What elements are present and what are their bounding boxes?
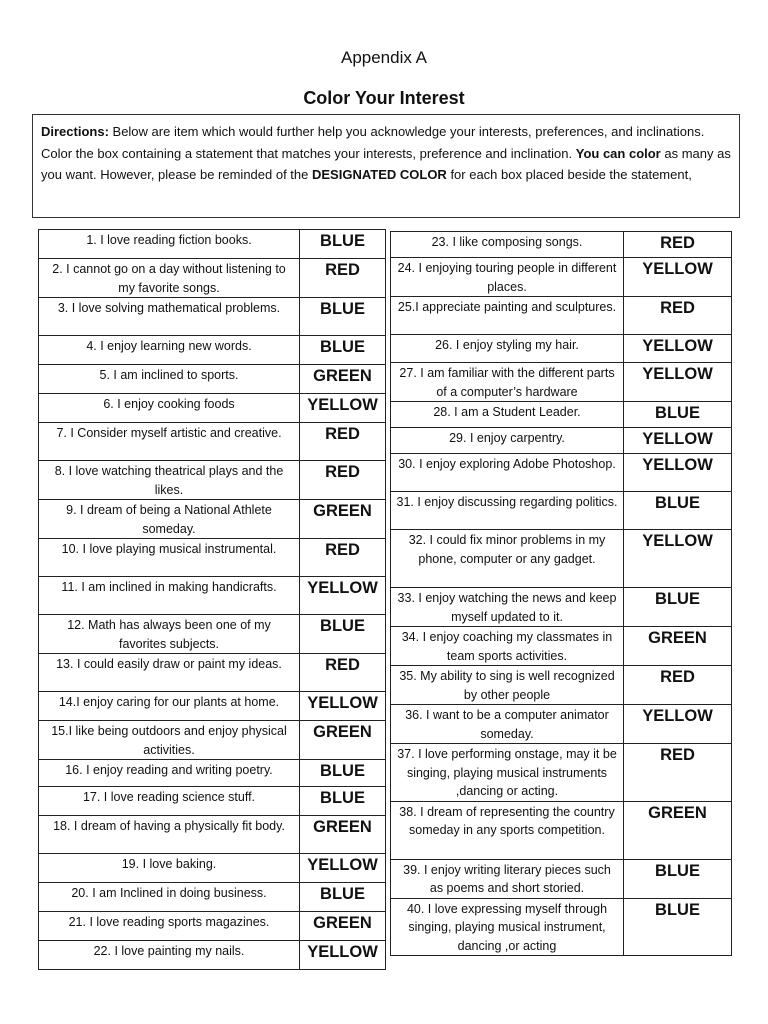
interest-row [391, 258, 732, 297]
statement-cell[interactable]: 20. I am Inclined in doing business. [39, 883, 300, 912]
interest-row [391, 363, 732, 402]
interest-row [391, 666, 732, 705]
statement-cell[interactable]: 34. I enjoy coaching my classmates in team sports activities. [391, 627, 624, 666]
designated-color-cell: BLUE [300, 336, 386, 365]
statement-cell[interactable]: 15.I like being outdoors and enjoy physical activities. [39, 721, 300, 760]
designated-color-cell: BLUE [624, 492, 732, 530]
designated-color-cell: RED [300, 259, 386, 298]
designated-color-cell: YELLOW [624, 363, 732, 402]
interest-row [39, 760, 386, 787]
statement-cell[interactable]: 3. I love solving mathematical problems. [39, 298, 300, 336]
statement-cell[interactable]: 10. I love playing musical instrumental. [39, 539, 300, 577]
statement-cell[interactable]: 26. I enjoy styling my hair. [391, 335, 624, 363]
directions-box [32, 114, 740, 218]
statement-cell[interactable]: 2. I cannot go on a day without listening to my favorite songs. [39, 259, 300, 298]
statement-cell[interactable]: 30. I enjoy exploring Adobe Photoshop. [391, 454, 624, 492]
designated-color-cell: RED [624, 744, 732, 802]
statement-cell[interactable]: 11. I am inclined in making handicrafts. [39, 577, 300, 615]
statement-cell[interactable]: 25.I appreciate painting and sculptures. [391, 297, 624, 335]
interest-row [39, 394, 386, 423]
interest-row [39, 941, 386, 970]
designated-color-cell: BLUE [624, 859, 732, 898]
statement-cell[interactable]: 12. Math has always been one of my favorites subjects. [39, 615, 300, 654]
designated-color-cell: YELLOW [624, 530, 732, 588]
statement-cell[interactable]: 24. I enjoying touring people in different places. [391, 258, 624, 297]
interest-table-right [390, 231, 732, 956]
designated-color-cell: RED [300, 461, 386, 500]
statement-cell[interactable]: 35. My ability to sing is well recognized by other people [391, 666, 624, 705]
interest-row [39, 365, 386, 394]
statement-cell[interactable]: 19. I love baking. [39, 854, 300, 883]
interest-row [391, 588, 732, 627]
designated-color-cell: YELLOW [300, 692, 386, 721]
statement-cell[interactable]: 28. I am a Student Leader. [391, 402, 624, 428]
interest-row [39, 423, 386, 461]
directions-text-3: for each box placed beside the statement, [446, 167, 692, 182]
designated-color-cell: RED [300, 423, 386, 461]
appendix-label: Appendix A [340, 48, 427, 67]
designated-color-cell: YELLOW [300, 941, 386, 970]
designated-color-cell: YELLOW [300, 577, 386, 615]
interest-row [39, 692, 386, 721]
statement-cell[interactable]: 31. I enjoy discussing regarding politics. [391, 492, 624, 530]
directions-text-1: Below are item which would further help you acknowledge your interests, preferences, and inclinations. Color the box containing a statement that matches your interests, preference and inclination. [41, 124, 705, 161]
interest-row [391, 232, 732, 258]
statement-cell[interactable]: 27. I am familiar with the different parts of a computer’s hardware [391, 363, 624, 402]
interest-row [391, 297, 732, 335]
statement-cell[interactable]: 5. I am inclined to sports. [39, 365, 300, 394]
designated-color-cell: GREEN [300, 500, 386, 539]
statement-cell[interactable]: 22. I love painting my nails. [39, 941, 300, 970]
interest-row [39, 230, 386, 259]
interest-table-left [38, 229, 386, 970]
statement-cell[interactable]: 40. I love expressing myself through singing, playing musical instrument, dancing ,or acting [391, 898, 624, 956]
designated-color-cell: YELLOW [300, 394, 386, 423]
interest-row [39, 816, 386, 854]
interest-row [391, 530, 732, 588]
statement-cell[interactable]: 37. I love performing onstage, may it be singing, playing musical instruments ,dancing or acting. [391, 744, 624, 802]
statement-cell[interactable]: 32. I could fix minor problems in my phone, computer or any gadget. [391, 530, 624, 588]
designated-color-cell: GREEN [300, 721, 386, 760]
statement-cell[interactable]: 13. I could easily draw or paint my ideas. [39, 654, 300, 692]
directions-bold-2: DESIGNATED COLOR [312, 167, 447, 182]
interest-row [391, 428, 732, 454]
statement-cell[interactable]: 33. I enjoy watching the news and keep myself updated to it. [391, 588, 624, 627]
designated-color-cell: BLUE [624, 898, 732, 956]
designated-color-cell: BLUE [300, 615, 386, 654]
directions-bold-1: You can color [575, 145, 661, 161]
designated-color-cell: BLUE [300, 883, 386, 912]
designated-color-cell: RED [300, 654, 386, 692]
designated-color-cell: BLUE [624, 588, 732, 627]
designated-color-cell: GREEN [300, 816, 386, 854]
designated-color-cell: YELLOW [624, 335, 732, 363]
statement-cell[interactable]: 14.I enjoy caring for our plants at home. [39, 692, 300, 721]
statement-cell[interactable]: 8. I love watching theatrical plays and the likes. [39, 461, 300, 500]
interest-row [391, 627, 732, 666]
interest-row [39, 461, 386, 500]
designated-color-cell: RED [300, 539, 386, 577]
designated-color-cell: GREEN [624, 627, 732, 666]
designated-color-cell: GREEN [300, 912, 386, 941]
designated-color-cell: BLUE [300, 760, 386, 787]
interest-row [391, 335, 732, 363]
designated-color-cell: YELLOW [624, 705, 732, 744]
interest-row [39, 336, 386, 365]
interest-row [39, 654, 386, 692]
interest-row [39, 577, 386, 615]
interest-row [391, 744, 732, 802]
interest-row [391, 402, 732, 428]
interest-row [391, 705, 732, 744]
designated-color-cell: RED [624, 232, 732, 258]
interest-row [39, 721, 386, 760]
designated-color-cell: BLUE [624, 402, 732, 428]
interest-row [391, 898, 732, 956]
designated-color-cell: YELLOW [624, 258, 732, 297]
designated-color-cell: BLUE [300, 787, 386, 816]
statement-cell[interactable]: 9. I dream of being a National Athlete someday. [39, 500, 300, 539]
designated-color-cell: BLUE [300, 298, 386, 336]
statement-cell[interactable]: 21. I love reading sports magazines. [39, 912, 300, 941]
statement-cell[interactable]: 7. I Consider myself artistic and creative. [39, 423, 300, 461]
interest-row [39, 539, 386, 577]
statement-cell[interactable]: 29. I enjoy carpentry. [391, 428, 624, 454]
statement-cell[interactable]: 18. I dream of having a physically fit body. [39, 816, 300, 854]
page-title: Color Your Interest [303, 88, 465, 108]
interest-row [39, 883, 386, 912]
interest-row [39, 298, 386, 336]
statement-cell[interactable]: 17. I love reading science stuff. [39, 787, 300, 816]
interest-row [39, 615, 386, 654]
interest-row [39, 787, 386, 816]
interest-row [391, 492, 732, 530]
interest-row [391, 859, 732, 898]
directions-label: Directions: [41, 124, 109, 139]
interest-row [39, 854, 386, 883]
designated-color-cell: YELLOW [300, 854, 386, 883]
statement-cell[interactable]: 1. I love reading fiction books. [39, 230, 300, 259]
designated-color-cell: RED [624, 666, 732, 705]
interest-row [39, 912, 386, 941]
interest-row [39, 500, 386, 539]
statement-cell[interactable]: 4. I enjoy learning new words. [39, 336, 300, 365]
designated-color-cell: BLUE [300, 230, 386, 259]
statement-cell[interactable]: 38. I dream of representing the country someday in any sports competition. [391, 801, 624, 859]
designated-color-cell: YELLOW [624, 454, 732, 492]
statement-cell[interactable]: 36. I want to be a computer animator someday. [391, 705, 624, 744]
interest-row [391, 454, 732, 492]
statement-cell[interactable]: 23. I like composing songs. [391, 232, 624, 258]
designated-color-cell: YELLOW [624, 428, 732, 454]
designated-color-cell: GREEN [624, 801, 732, 859]
designated-color-cell: GREEN [300, 365, 386, 394]
interest-row [39, 259, 386, 298]
statement-cell[interactable]: 6. I enjoy cooking foods [39, 394, 300, 423]
statement-cell[interactable]: 16. I enjoy reading and writing poetry. [39, 760, 300, 787]
designated-color-cell: RED [624, 297, 732, 335]
statement-cell[interactable]: 39. I enjoy writing literary pieces such as poems and short storied. [391, 859, 624, 898]
interest-row [391, 801, 732, 859]
directions-text-2: as many as you want. However, please be reminded of the [41, 145, 731, 182]
